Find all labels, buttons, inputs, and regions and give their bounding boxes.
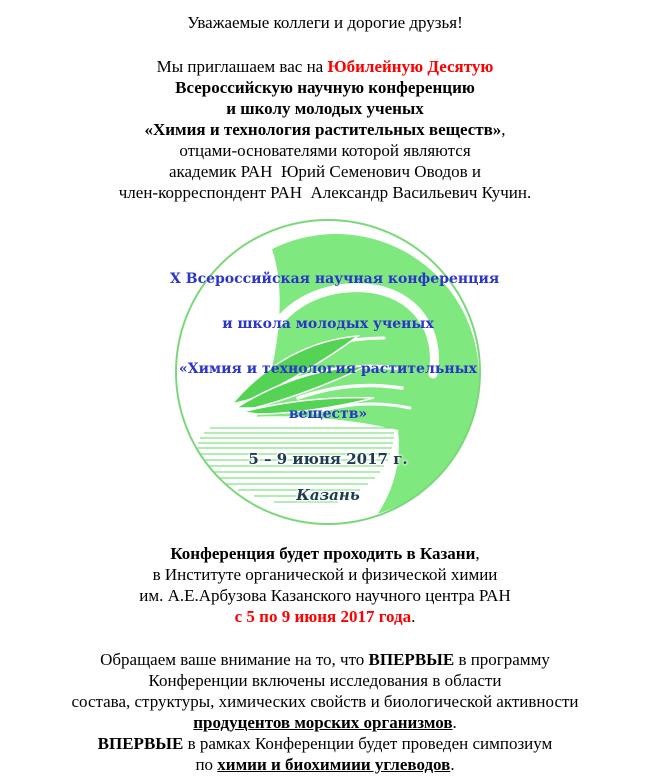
greeting-line: Уважаемые коллеги и дорогие друзья! (187, 13, 463, 32)
text-line: ВПЕРВЫЕ в рамках Конференции будет проведен симпозиум (97, 734, 553, 753)
text-line: продуцентов морских организмов. (193, 713, 457, 732)
venue-paragraph (0, 543, 650, 627)
conference-logo (170, 214, 500, 530)
text-line: с 5 по 9 июня 2017 года. (234, 607, 416, 626)
text-line: им. А.Е.Арбузова Казанского научного центра РАН (139, 586, 511, 605)
logo-title-line3: «Химия и технология растительных (179, 361, 477, 377)
text-line: член-корреспондент РАН Александр Васильевич Кучин. (118, 183, 532, 202)
text-line: Конференция будет проходить в Казани, (170, 544, 480, 563)
invitation-paragraph (0, 56, 650, 203)
text-line: Обращаем ваше внимание на то, что ВПЕРВЫЕ в программу (100, 650, 550, 669)
text-line: академик РАН Юрий Семенович Оводов и (168, 162, 482, 181)
text-line: и школу молодых ученых (226, 99, 424, 118)
text-line: в Институте органической и физической химии (152, 565, 498, 584)
text-line: состава, структуры, химических свойств и биологической активности (71, 692, 579, 711)
logo-title-line1: X Всероссийская научная конференция (170, 271, 500, 287)
logo-title-line4: веществ» (288, 406, 368, 422)
text-line: Всероссийскую научную конференцию (175, 78, 475, 97)
notice-paragraph (0, 649, 650, 775)
text-line: по химии и биохимиии углеводов. (195, 755, 455, 774)
text-line: Конференции включены исследования в области (148, 671, 502, 690)
text-line: Мы приглашаем вас на Юбилейную Десятую (156, 57, 494, 76)
text-line: отцами-основателями которой являются (179, 141, 471, 160)
logo-dates: 5 – 9 июня 2017 г. (248, 450, 408, 468)
logo-title-line2: и школа молодых ученых (222, 316, 434, 332)
text-line: «Химия и технология растительных веществ», (144, 120, 506, 139)
logo-city: Казань (296, 486, 360, 504)
